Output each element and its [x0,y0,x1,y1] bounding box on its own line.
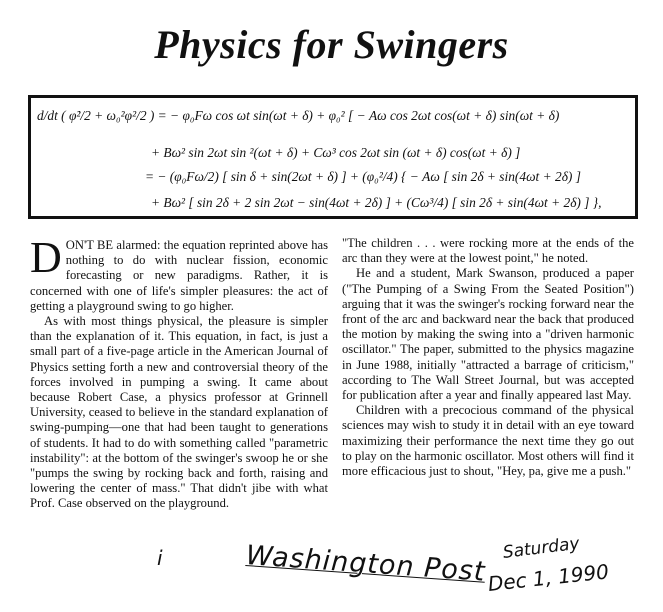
handwritten-mark: i [157,546,163,570]
handwritten-day: Saturday [501,533,581,563]
paragraph-4: He and a student, Mark Swanson, produced a paper ("The Pumping of a Swing From the Seated Position") arguing that it was the swinger's rocking forward near the front of the arc and backward near the back that produced the motion by making the swing into a "driven harmonic oscillator." The paper, submitted to the physics magazine in June 1988, initially "attracted a barrage of criticism," according to The Wall Street Journal, but was accepted for publication after a year and finally appeared last May. [342,266,634,403]
handwritten-source: Washington Post [244,540,487,588]
equation-line-3: = − (φ₀Fω/2) [ sin δ + sin(2ωt + δ) ] + (φ₀²/4) { − Aω [ sin 2δ + sin(4ωt + 2δ) ] [145,169,581,184]
paragraph-3: "The children . . . were rocking more at the ends of the arc than they were at the lowest point," he noted. [342,236,634,266]
paragraph-1 [30,233,328,314]
handwritten-date: Dec 1, 1990 [486,559,610,596]
paragraph-5: Children with a precocious command of the physical sciences may wish to study it in detail with an eye toward maximizing their performance the next time they go out to play on the harmonic oscillator. Most others will find it more efficacious just to shout, "Hey, pa, give me a push." [342,403,634,479]
drop-cap: D [30,233,62,282]
article-column-right [342,236,634,479]
paragraph-1-text: ON'T BE alarmed: the equation reprinted above has nothing to do with nuclear fission, economic forecasting or new paradigms. Rather, it is concerned with one of life's simpler pleasures: the act of getting a playground swing to go higher. [30,238,328,313]
equation-line-1: d/dt ( φ̇²/2 + ω₀²φ²/2 ) = − φ₀Fω cos ωt sin(ωt + δ) + φ₀² [ − Aω cos 2ωt cos(ωt + δ) sin(ωt + δ) [37,108,560,123]
equation-line-4: + Bω² [ sin 2δ + 2 sin 2ωt − sin(4ωt + 2δ) ] + (Cω³/4) [ sin 2δ + sin(4ωt + 2δ) ] }, [151,195,602,210]
article-column-left [30,233,328,512]
paragraph-2: As with most things physical, the pleasure is simpler than the explanation of it. This equation, in fact, is just a small part of a five-page article in the American Journal of Physics setting forth a new and controversial theory of the forces involved in pumping a swing. It came about because Robert Case, a physics professor at Grinnell University, ceased to believe in the standard explanation of swing-pumping—one that had been taught to generations of students. It had to do with something called "parametric instability": at the bottom of the swinger's swoop he or she "pumps the swing by rocking back and forth, raising and lowering the center of mass." That didn't jibe with what Prof. Case observed on the playground. [30,314,328,511]
page-title: Physics for Swingers [154,22,509,67]
equation-line-2: + Bω² sin 2ωt sin ²(ωt + δ) + Cω³ cos 2ωt sin (ωt + δ) cos(ωt + δ) ] [151,145,521,160]
equation-box [28,95,638,219]
